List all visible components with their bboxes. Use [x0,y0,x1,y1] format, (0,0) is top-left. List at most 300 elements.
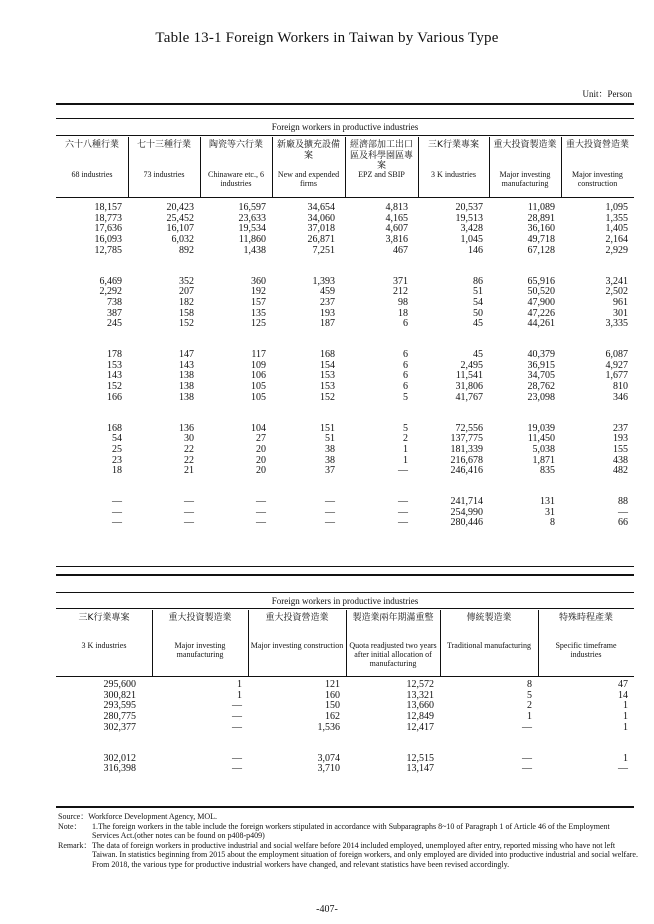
column-header-chinese: 三K行業專案 [428,140,479,150]
rule [56,566,634,567]
group-spacer [56,330,634,350]
table-cell: 961 [613,296,628,308]
table-cell: 4,813 [385,202,408,213]
table-cell: 21 [184,465,194,477]
column-header-english: Major investing construction [572,170,623,188]
table-row [56,508,634,519]
page-title: Table 13-1 Foreign Workers in Taiwan by Various Type [155,30,499,46]
column-header [346,140,417,179]
table-cell: 438 [613,454,628,466]
table-cell: 125 [251,318,266,330]
table-row [56,246,634,257]
table-cell: 300,821 [103,689,136,701]
table-cell: 45 [473,318,483,330]
top-rule [56,103,634,105]
column-header-english: Major investing manufacturing [174,641,226,659]
table-cell: 5 [403,391,408,403]
table-cell: 152 [320,391,335,403]
column-header-chinese: 新廠及擴充設備案 [276,140,340,161]
column-header-english: 68 industries [71,170,113,179]
table-cell: 98 [398,296,408,308]
column-header-english: EPZ and SBIP [358,170,405,179]
bottom-rule [56,806,634,808]
table-cell: 1,677 [605,370,628,382]
table-cell: 109 [251,359,266,371]
table-cell: 12,515 [406,752,434,764]
table-cell: 28,762 [527,381,555,393]
table-cell: — [232,721,242,733]
table-cell: 1,355 [605,212,628,224]
table-cell: 11,450 [527,433,555,445]
table-cell: 19,534 [238,223,266,235]
table-cell: 65,916 [527,275,555,287]
table-cell: 12,417 [406,721,434,733]
table-cell: 20,423 [166,202,194,213]
table-cell: 6,469 [99,275,122,287]
table-row [56,466,634,477]
table-cell: 11,089 [527,202,555,213]
table-cell: 72,556 [455,422,483,434]
table-cell: 3,816 [385,234,408,246]
table-cell: 34,654 [307,202,335,213]
table-cell: 47,900 [527,296,555,308]
table-cell: 6 [403,318,408,330]
table-row [56,712,634,723]
table-cell: 19,039 [527,422,555,434]
table-cell: 193 [613,433,628,445]
column-header [419,140,488,179]
table-cell: 2 [527,700,532,712]
table-cell: 13,147 [406,763,434,775]
table-cell: 1,871 [532,454,555,466]
table-cell: 143 [179,359,194,371]
table-cell: 6 [403,381,408,393]
table-cell: 3,241 [605,275,628,287]
table-cell: 66 [618,517,628,529]
table-cell: 3,428 [460,223,483,235]
table-cell: 13,321 [406,689,434,701]
source-label: Source： [58,812,89,821]
table-cell: 178 [107,349,122,361]
table-cell: 1,045 [460,234,483,246]
table-cell: 1 [527,711,532,723]
header-rule [56,197,634,198]
table-cell: 104 [251,422,266,434]
table-cell: 153 [320,381,335,393]
page-number: -407- [316,904,338,915]
table-cell: 31 [545,506,555,518]
table-cell: 1 [623,711,628,723]
table-cell: 49,718 [527,234,555,246]
column-header-english: Major investing construction [250,641,344,650]
table-cell: 34,060 [307,212,335,224]
table-cell: 152 [179,318,194,330]
table-cell: 166 [107,391,122,403]
table-cell: 4,607 [385,223,408,235]
note [58,822,638,841]
table-cell: 23,098 [527,391,555,403]
table-cell: 2,292 [99,286,122,298]
table-cell: 18,773 [94,212,122,224]
table-cell: 181,339 [450,443,483,455]
table-cell: 37,018 [307,223,335,235]
remark-text: The data of foreign workers in productive industrial and social welfare before 2014 included employed, unemployed after entry, reported missing who have not left Taiwan. In statistics beginning from 2015 about the employment situation of foreign workers, and only employed are divided into productive industrial and social welfare. From 2018, the various type for productive industrial workers have changed, and relevant statistics have been revised accordingly. [92,840,638,869]
table-cell: 352 [179,275,194,287]
table-cell: 459 [320,286,335,298]
table-cell: 41,767 [455,391,483,403]
table-cell: 16,107 [166,223,194,235]
table-cell: 168 [320,349,335,361]
table-cell: 105 [251,391,266,403]
column-header-english: New and expended firms [277,170,340,188]
table-cell: 16,597 [238,202,266,213]
table-cell: 12,785 [94,244,122,256]
table-cell: — [184,517,194,529]
table-cell: 153 [320,370,335,382]
table-cell: 47,226 [527,307,555,319]
table-cell: 86 [473,275,483,287]
table-cell: 207 [179,286,194,298]
table-cell: 237 [613,422,628,434]
column-header-chinese: 重大投資製造業 [493,140,557,150]
table-cell: 1,536 [317,721,340,733]
table-cell: — [112,506,122,518]
table-row [56,764,634,775]
table-cell: 7,251 [312,244,335,256]
table-cell: 2,164 [605,234,628,246]
table-cell: — [112,496,122,508]
column-header-english: Major investing manufacturing [499,170,551,188]
table-cell: — [232,752,242,764]
table-cell: 216,678 [450,454,483,466]
column-header-chinese: 三K行業專案 [78,613,130,623]
table-cell: 20 [256,465,266,477]
column-header-chinese: 六十八種行業 [64,140,119,150]
table-cell: 131 [540,496,555,508]
table-cell: 50 [473,307,483,319]
table-cell: 1 [623,700,628,712]
table-cell: 162 [325,711,340,723]
table-cell: 47 [618,679,628,690]
table-cell: 3,710 [317,763,340,775]
table-cell: 36,915 [527,359,555,371]
section2-title: Foreign workers in productive industries [271,596,419,606]
table-cell: 11,860 [238,234,266,246]
table-cell: 143 [107,370,122,382]
column-header-chinese: 重大投資製造業 [168,613,232,623]
table-cell: 22 [184,443,194,455]
table-cell: 3,074 [317,752,340,764]
table-cell: 153 [107,359,122,371]
table-row [56,691,634,702]
column-header-english: Quota readjusted two years after initial allocation of manufacturing [349,641,437,668]
table-cell: 22 [184,454,194,466]
table-cell: 137,775 [450,433,483,445]
table-cell: — [398,465,408,477]
column-header-english: Specific timeframe industries [555,641,617,659]
table-row [56,754,634,765]
table-cell: 31,806 [455,381,483,393]
table-cell: 151 [320,422,335,434]
section1-title: Foreign workers in productive industries [271,122,419,132]
column-header [129,140,199,179]
column-header-chinese: 重大投資營造業 [565,140,629,150]
table-cell: 2 [403,433,408,445]
table-cell: 147 [179,349,194,361]
table-cell: 212 [393,286,408,298]
table-cell: — [184,496,194,508]
table-cell: 8 [527,679,532,690]
table-cell: 302,377 [103,721,136,733]
column-header-english: 3 K industries [431,170,476,179]
table-cell: 1,438 [243,244,266,256]
table-cell: — [232,700,242,712]
column-header [539,613,633,659]
table-row [56,723,634,734]
table-cell: — [256,496,266,508]
table-cell: 54 [473,296,483,308]
table-cell: 20,537 [455,202,483,213]
table-cell: 37 [325,465,335,477]
table-cell: — [398,517,408,529]
table-cell: 19,513 [455,212,483,224]
table-cell: 25,452 [166,212,194,224]
table-cell: 280,446 [450,517,483,529]
column-header-chinese: 製造業兩年期滿重整 [352,613,434,623]
table-cell: 4,165 [385,212,408,224]
table-cell: 5 [403,422,408,434]
table-cell: 12,572 [406,679,434,690]
column-header [490,140,560,188]
table-cell: — [325,517,335,529]
table-cell: 36,160 [527,223,555,235]
table-cell: 44,261 [527,318,555,330]
column-header-english: 73 industries [143,170,185,179]
table-cell: 892 [179,244,194,256]
column-header [57,613,151,650]
table-cell: 241,714 [450,496,483,508]
table-cell: 28,891 [527,212,555,224]
header-rule [56,676,634,677]
table-cell: 6 [403,349,408,361]
table-cell: 738 [107,296,122,308]
table-cell: 40,379 [527,349,555,361]
table-cell: — [522,752,532,764]
table-cell: 6,032 [171,234,194,246]
table-cell: — [184,506,194,518]
table-cell: 154 [320,359,335,371]
table-cell: 158 [179,307,194,319]
column-header [153,613,247,659]
rule [56,135,634,136]
table-cell: 146 [468,244,483,256]
section1-data-table [56,203,634,529]
column-header [249,613,345,650]
table-cell: 1 [237,679,242,690]
table-cell: — [522,721,532,733]
table-cell: — [522,763,532,775]
table-cell: 23,633 [238,212,266,224]
table-cell: — [256,517,266,529]
note-text: 1.The foreign workers in the table include the foreign workers stipulated in accordance with Subparagraphs 8~10 of Paragraph 1 of Article 46 of the Employment Services Act.(other notes can be found on p408-p409) [92,821,610,841]
table-cell: 138 [179,381,194,393]
table-cell: 138 [179,370,194,382]
table-cell: 360 [251,275,266,287]
table-row [56,518,634,529]
table-cell: 371 [393,275,408,287]
table-cell: 6,087 [605,349,628,361]
column-header [347,613,439,668]
table-cell: 30 [184,433,194,445]
table-cell: 2,502 [605,286,628,298]
table-cell: 1 [237,689,242,701]
table-cell: 152 [107,381,122,393]
table-cell: 155 [613,443,628,455]
rule [56,574,634,576]
table-cell: 121 [325,679,340,690]
table-cell: 27 [256,433,266,445]
remark-label: Remark： [58,840,92,850]
table-cell: 105 [251,381,266,393]
table-cell: 467 [393,244,408,256]
column-header-english: Traditional manufacturing [447,641,531,650]
table-cell: 106 [251,370,266,382]
table-cell: 254,990 [450,506,483,518]
table-cell: 302,012 [103,752,136,764]
table-cell: 34,705 [527,370,555,382]
table-cell: 67,128 [527,244,555,256]
table-cell: 157 [251,296,266,308]
table-cell: 293,595 [103,700,136,712]
table-cell: 20 [256,443,266,455]
source-text: Workforce Development Agency, MOL. [88,812,218,821]
table-cell: — [232,763,242,775]
unit-label: Unit：Person [582,89,632,99]
table-cell: 117 [251,349,266,361]
table-cell: 20 [256,454,266,466]
table-cell: 245 [107,318,122,330]
table-cell: 6 [403,370,408,382]
table-cell: 138 [179,391,194,403]
table-cell: 5,038 [532,443,555,455]
column-header-english: 3 K industries [81,641,127,650]
column-header [562,140,633,188]
table-cell: 5 [527,689,532,701]
table-cell: 835 [540,465,555,477]
table-cell: 136 [179,422,194,434]
table-cell: 11,541 [455,370,483,382]
table-cell: 6 [403,359,408,371]
table-cell: 54 [112,433,122,445]
table-cell: 45 [473,349,483,361]
table-cell: 182 [179,296,194,308]
table-cell: — [256,506,266,518]
table-cell: 17,636 [94,223,122,235]
table-cell: 12,849 [406,711,434,723]
rule [56,608,634,609]
table-cell: — [398,496,408,508]
column-header [201,140,271,188]
table-row [56,319,634,330]
table-row [56,680,634,691]
section2-data-table [56,680,634,775]
table-cell: 25 [112,443,122,455]
remark [58,841,638,870]
group-spacer [56,404,634,424]
table-cell: 1,095 [605,202,628,213]
group-spacer [56,257,634,277]
table-cell: 387 [107,307,122,319]
table-cell: 51 [473,286,483,298]
source-note [58,812,638,822]
table-cell: 301 [613,307,628,319]
table-row [56,393,634,404]
column-header-chinese: 經濟部加工出口區及科學園區專案 [349,140,413,171]
table-cell: — [398,506,408,518]
rule [56,592,634,593]
rule [56,118,634,119]
table-cell: 150 [325,700,340,712]
table-cell: — [232,711,242,723]
column-header-chinese: 傳統製造業 [466,613,512,623]
column-header-chinese: 七十三種行業 [136,140,191,150]
table-cell: 1,405 [605,223,628,235]
table-cell: — [325,496,335,508]
table-cell: 193 [320,307,335,319]
table-cell: 295,600 [103,679,136,690]
table-cell: 2,929 [605,244,628,256]
column-header-english: Chinaware etc., 6 industries [208,170,264,188]
table-cell: 135 [251,307,266,319]
table-cell: 18,157 [94,202,122,213]
table-cell: 168 [107,422,122,434]
table-cell: 246,416 [450,465,483,477]
table-cell: 237 [320,296,335,308]
group-spacer [56,734,634,754]
table-cell: 18 [112,465,122,477]
table-cell: 1,393 [312,275,335,287]
table-cell: 482 [613,465,628,477]
table-cell: — [618,763,628,775]
table-cell: 38 [325,454,335,466]
table-cell: 1 [623,752,628,764]
table-cell: 16,093 [94,234,122,246]
column-header [273,140,344,188]
table-cell: 38 [325,443,335,455]
table-cell: 26,871 [307,234,335,246]
table-row [56,701,634,712]
table-cell: 1 [403,443,408,455]
note-label: Note： [58,821,82,831]
column-header-chinese: 陶瓷等六行業 [208,140,263,150]
table-cell: 160 [325,689,340,701]
table-cell: 346 [613,391,628,403]
table-cell: — [325,506,335,518]
table-cell: 4,927 [605,359,628,371]
group-spacer [56,477,634,497]
column-header-chinese: 重大投資營造業 [265,613,329,623]
table-cell: 8 [550,517,555,529]
table-cell: 23 [112,454,122,466]
table-cell: 14 [618,689,628,701]
table-cell: 316,398 [103,763,136,775]
table-cell: — [618,506,628,518]
table-cell: 2,495 [460,359,483,371]
notes-block [58,812,638,870]
table-cell: 187 [320,318,335,330]
table-cell: 1 [623,721,628,733]
table-cell: 88 [618,496,628,508]
